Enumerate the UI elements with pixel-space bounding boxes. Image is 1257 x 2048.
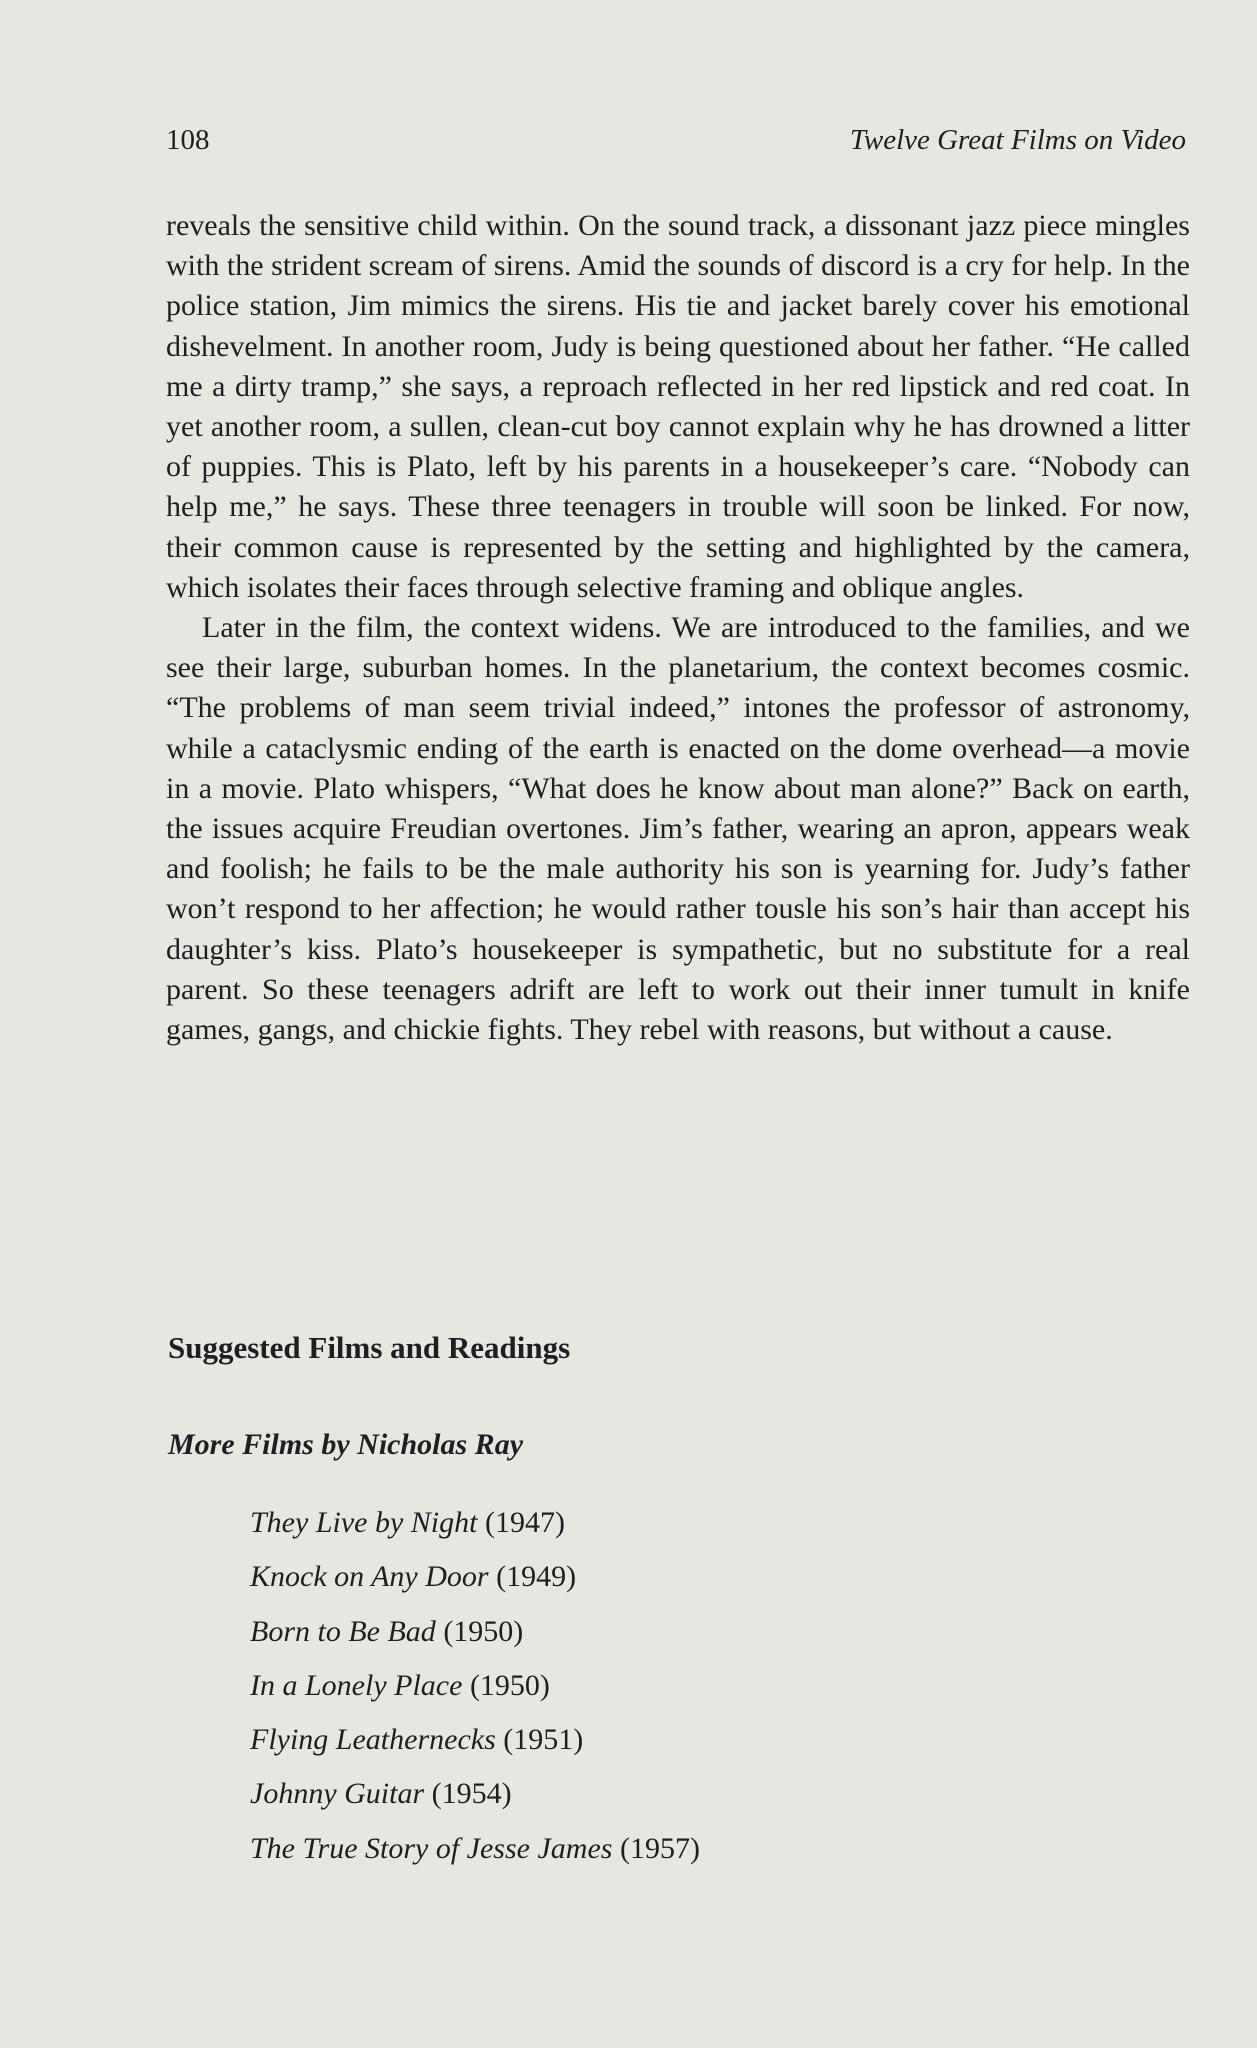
film-title: They Live by Night — [250, 1506, 478, 1539]
film-list-item — [250, 1659, 700, 1713]
film-list-item — [250, 1550, 700, 1604]
film-list — [250, 1496, 700, 1876]
subsection-heading: More Films by Nicholas Ray — [168, 1428, 524, 1461]
film-list-item — [250, 1605, 700, 1659]
film-list-item — [250, 1822, 700, 1876]
section-heading: Suggested Films and Readings — [168, 1330, 571, 1365]
film-year: (1950) — [443, 1614, 524, 1648]
film-title: In a Lonely Place — [250, 1668, 463, 1702]
film-title: Johnny Guitar — [250, 1777, 425, 1811]
film-year: (1947) — [484, 1506, 565, 1539]
paragraph: Later in the film, the context widens. We are introduced to the families, and we see their large, suburban homes. In the planetarium, the context becomes cosmic. “The problems of man seem trivial indeed,” intones the professor of astronomy, while a cataclysmic ending of the earth is enacted on the dome overhead—a movie in a movie. Plato whispers, “What does he know about man alone?” Back on earth, the issues acquire Freudian overtones. Jim’s father, wearing an apron, appears weak and foolish; he fails to be the male authority his son is yearning for. Judy’s father won’t respond to her affection; he would rather tousle his son’s hair than accept his daughter’s kiss. Plato’s housekeeper is sympathetic, but no substitute for a real parent. So these teenagers adrift are left to work out their inner tumult in knife games, gangs, and chickie fights. They rebel with reasons, but without a cause. — [166, 611, 1190, 1047]
paragraph: reveals the sensitive child within. On the sound track, a dissonant jazz piece mingles with the strident scream of sirens. Amid the sounds of discord is a cry for help. In the police station, Jim mimics the sirens. His tie and jacket barely cover his emotional dishevelment. In another room, Judy is being questioned about her father. “He called me a dirty tramp,” she says, a reproach reflected in her red lipstick and red coat. In yet another room, a sullen, clean-cut boy cannot explain why he has drowned a litter of puppies. This is Plato, left by his parents in a housekeeper’s care. “Nobody can help me,” he says. These three teenagers in trouble will soon be linked. For now, their common cause is represented by the setting and highlighted by the camera, which isolates their faces through selective framing and oblique angles. — [166, 209, 1190, 604]
film-year: (1950) — [469, 1668, 550, 1702]
page-number: 108 — [166, 124, 210, 156]
film-year: (1954) — [431, 1777, 512, 1811]
running-head — [166, 124, 1186, 164]
body-text — [166, 206, 1190, 1050]
film-title: Flying Leathernecks — [250, 1723, 496, 1757]
film-title: The True Story of Jesse James — [250, 1831, 613, 1865]
film-title: Knock on Any Door — [250, 1560, 489, 1594]
film-list-item — [250, 1496, 700, 1550]
running-title: Twelve Great Films on Video — [849, 124, 1186, 156]
film-title: Born to Be Bad — [250, 1614, 436, 1648]
film-list-item — [250, 1713, 700, 1767]
film-year: (1951) — [503, 1723, 584, 1757]
film-year: (1957) — [619, 1831, 700, 1865]
film-year: (1949) — [496, 1560, 577, 1594]
film-list-item — [250, 1767, 700, 1821]
